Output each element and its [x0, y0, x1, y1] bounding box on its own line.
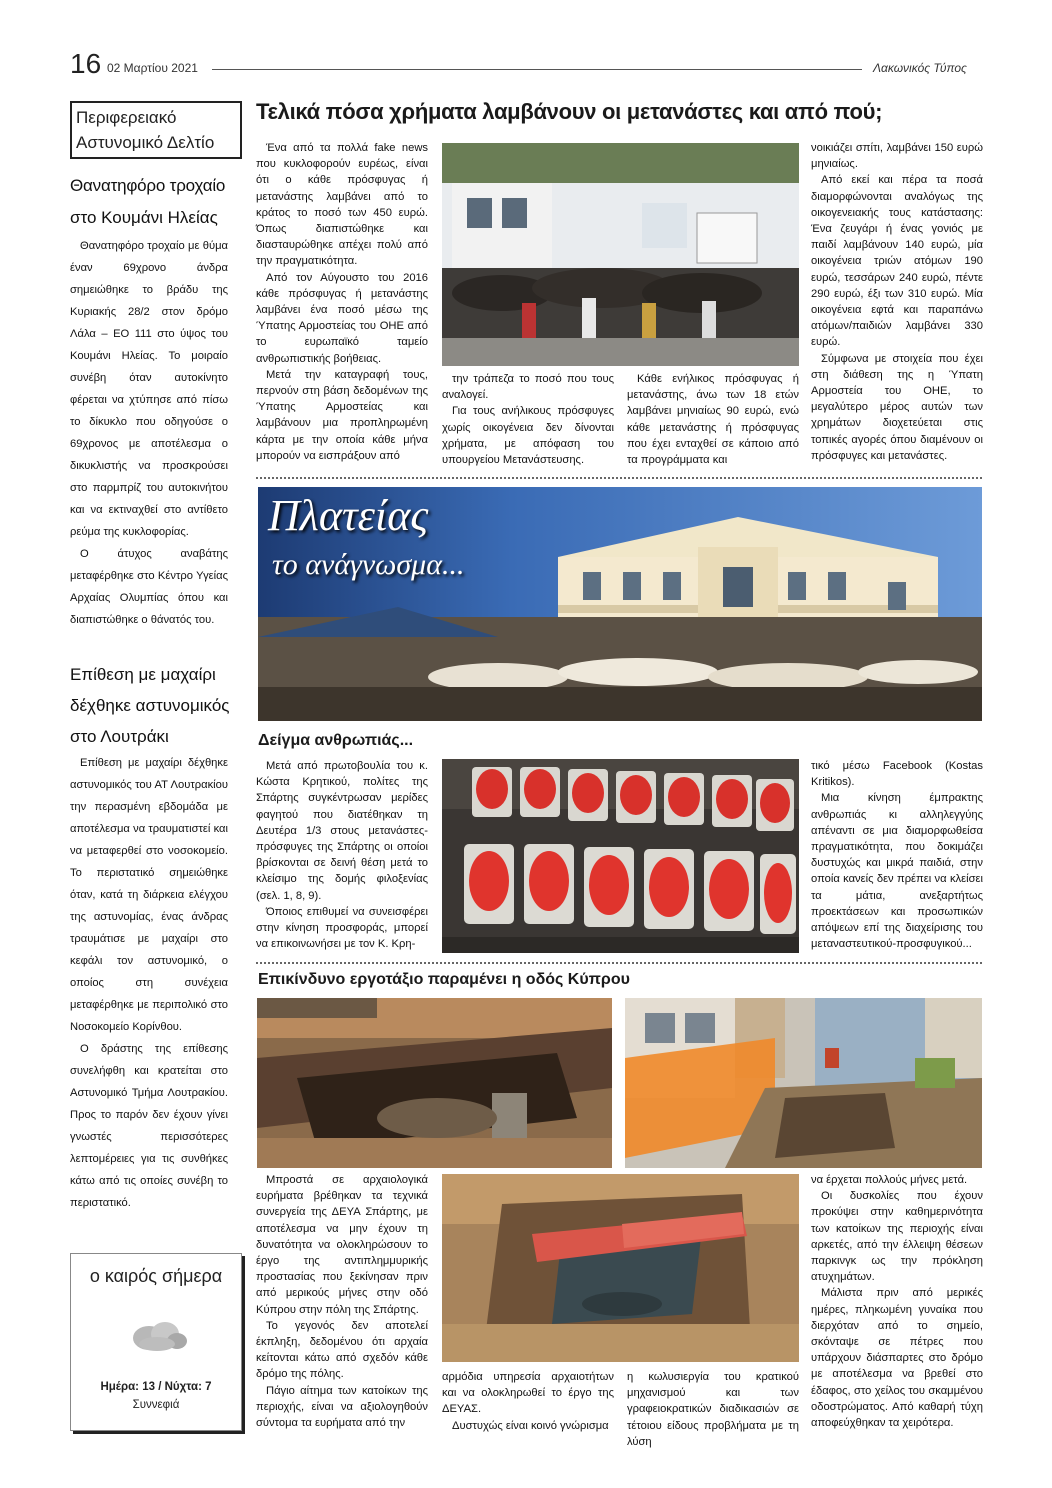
article3-col2	[442, 1369, 614, 1434]
article1-title: Τελικά πόσα χρήματα λαμβάνουν οι μετανάστες και από πού;	[256, 99, 883, 124]
section-divider	[256, 477, 982, 479]
article1-col3	[627, 371, 799, 468]
article2-paragraph: τικό μέσω Facebook (Kostas Kritikos).	[811, 760, 983, 789]
article1-paragraph: την τράπεζα το ποσό που τους αναλογεί.	[442, 373, 614, 402]
article3-paragraph: Το γεγονός δεν αποτελεί έκπληξη, δεδομένου ότι αρχαία κείτονται κάτω από σχεδόν κάθε δρόμο της πόλης.	[256, 1319, 428, 1381]
sidebar-title-line-2: Αστυνομικό Δελτίο	[76, 133, 215, 152]
cloud-icon	[127, 1314, 191, 1354]
article3-col3	[627, 1369, 799, 1450]
article3-col4	[811, 1172, 983, 1431]
article3-paragraph: η κωλυσιεργία του κρατικού μηχανισμού και των γραφειοκρατικών διαδικασιών σε τέτοιου είδους προβλήματα με τη λύση	[627, 1371, 799, 1448]
story2-paragraph: Ο δράστης της επίθεσης συνελήφθη και κρατείται στο Αστυνομικό Τμήμα Λουτρακίου. Προς το παρόν δεν έχουν γίνει γνωστές περισσότερες λεπτομέρειες για τις συνθήκες κάτω από τις οποίες συνέβη το περιστατικό.	[70, 1043, 228, 1209]
article1-paragraph: Κάθε ενήλικος πρόσφυγας ή μετανάστης, άνω των 18 ετών λαμβάνει μηνιαίως 90 ευρώ, ενώ κάθε μετανάστης ή πρόσφυγας που έχει ενταχθεί σε κάποιο από τα προγράμματα και	[627, 373, 799, 467]
pipe-trench-photo	[442, 1174, 799, 1362]
story2-paragraph: Επίθεση με μαχαίρι δέχθηκε αστυνομικός του ΑΤ Λουτρακίου την περασμένη εβδομάδα με αποτέλεσμα να τραυματιστεί και να μεταφερθεί στο νοσοκομείο. Το περιστατικό σημειώθηκε όταν, κατά τη διάρκεια ελέγχου της αστυνομίας, ένας άνδρας τραυμάτισε με μαχαίρι στο κεφάλι τον αστυνομικό, ο οποίος στη συνέχεια μεταφέρθηκε με περιπολικό στο Νοσοκομείο Κορίνθου.	[70, 757, 228, 1033]
article3-paragraph: Μπροστά σε αρχαιολογικά ευρήματα βρέθηκαν τα τεχνικά συνεργεία της ΔΕΥΑ Σπάρτης, με αποτέλεσμα να μην έχουν τη δυνατότητα να ολοκληρώσουν το έργο της αντιπλημμυρικής προστασίας που ξεκίνησαν πριν από μερικούς μήνες στην οδό Κύπρου στην πόλη της Σπάρτης.	[256, 1174, 428, 1316]
article1-paragraph: Ένα από τα πολλά fake news που κυκλοφορούν ευρέως, είναι ότι ο κάθε πρόσφυγας ή μετανάστης λαμβάνει από το κράτος το ποσό των 450 ευρώ. Όπως διαπιστώθηκε και διασταυρώθηκε απέχει πολύ από την πραγματικότητα.	[256, 142, 428, 268]
article2-paragraph: Μια κίνηση έμπρακτης ανθρωπιάς κι αλληλεγγύης απέναντι σε μια διαμορφωθείσα πραγματικότητα, που δοκιμάζει δυστυχώς και μικρά παιδιά, στην οποία κανείς δεν πρέπει να κλείσει τα μάτια, ανεξαρτήτως προεκτάσεων και προσωπικών απόψεων επί της διαχείρισης του μεταναστευτικού-προσφυγικού...	[811, 792, 983, 951]
migrants-crowd-photo	[442, 143, 799, 366]
article2-paragraph: Όποιος επιθυμεί να συνεισφέρει στην κίνηση προσφοράς, μπορεί να επικοινωνήσει με τον Κ. Κρη-	[256, 905, 428, 951]
section-divider	[256, 962, 982, 964]
banner-title-line-1: Πλατείας	[268, 491, 429, 540]
story1-title-line-1: Θανατηφόρο τροχαίο	[70, 176, 226, 195]
story1-paragraph: Θανατηφόρο τροχαίο με θύμα έναν 69χρονο άνδρα σημειώθηκε το βράδυ της Κυριακής 28/2 στον δρόμο Λάλα – ΕΟ 111 στο ύψος του Κουμάνι Ηλείας. Το μοιραίο συνέβη όταν αυτοκίνητο φέρεται να χτύπησε από πίσω το δίκυκλο που οδηγούσε ο 69χρονος με αποτέλεσμα ο δικυκλιστής να προσκρούσει στο παρμπρίζ του αυτοκινήτου και να εκτιναχθεί στο αντίθετο ρεύμα της κυκλοφορίας.	[70, 240, 228, 538]
article1-paragraph: Σύμφωνα με στοιχεία που έχει στη διάθεση της η Ύπατη Αρμοστεία του ΟΗΕ, το μεγαλύτερο μέρος αυτών των χρημάτων διοχετεύεται στις τοπικές αγορές όπου διαμένουν οι πρόσφυγες και μετανάστες.	[811, 352, 983, 462]
story2-title-line-2: δέχθηκε αστυνομικός	[70, 696, 230, 715]
issue-date: 02 Μαρτίου 2021	[107, 61, 198, 75]
article1-paragraph: Για τους ανήλικους πρόσφυγες χωρίς οικογένεια δεν δίνονται χρήματα, με απόφαση του υπουργείου Μετανάστευσης.	[442, 405, 614, 467]
article1-col4	[811, 140, 983, 464]
article2-col2	[811, 758, 983, 952]
article1-col1	[256, 140, 428, 464]
story1-title-line-2: στο Κουμάνι Ηλείας	[70, 208, 218, 227]
article2-paragraph: Μετά από πρωτοβουλία του κ. Κώστα Κρητικού, πολίτες της Σπάρτης συγκέντρωσαν μερίδες φαγητού που διατέθηκαν τη Δευτέρα 1/3 στους μετανάστες-πρόσφυγες της Σπάρτης οι οποίοι βρίσκονται σε δεινή θέση μετά το κλείσιμο της δομής φιλοξενίας (σελ. 1, 8, 9).	[256, 760, 428, 902]
article1-col2	[442, 371, 614, 468]
story2-body	[70, 752, 228, 1214]
excavation-photo-left	[257, 998, 612, 1168]
article3-paragraph: να έρχεται πολλούς μήνες μετά.	[811, 1174, 968, 1186]
weather-box	[70, 1253, 242, 1431]
publication-name: Λακωνικός Τύπος	[873, 61, 967, 75]
article3-paragraph: αρμόδια υπηρεσία αρχαιοτήτων και να ολοκληρωθεί το έργο της ΔΕΥΑΣ.	[442, 1371, 614, 1416]
story1-paragraph: Ο άτυχος αναβάτης μεταφέρθηκε στο Κέντρο Υγείας Αρχαίας Ολυμπίας όπου και διαπιστώθηκε ο θάνατός του.	[70, 548, 228, 626]
weather-title: ο καιρός σήμερα	[89, 1266, 223, 1286]
story2-title-line-3: στο Λουτράκι	[70, 727, 169, 746]
article1-paragraph: Μετά την καταγραφή τους, περνούν στη βάση δεδομένων της Ύπατης Αρμοστείας και λαμβάνουν μια προπληρωμένη κάρτα με την οποία κάθε μήνα μπορούν να εισπράξουν από	[256, 368, 428, 462]
story2-title-line-1: Επίθεση με μαχαίρι	[70, 665, 216, 684]
article3-paragraph: Μάλιστα πριν από μερικές ημέρες, πληκωμένη γυναίκα που διερχόταν από το σημείο, σκόνταψε σε πέτρες που υπάρχουν διάσπαρτες στο δρόμο με αποτέλεσμα να βρεθεί στο έδαφος, στο χείλος του σκαμμένου οδοστρώματος. Από καθαρή τύχη αποφεύχθηκαν τα χειρότερα.	[811, 1287, 983, 1430]
article3-paragraph: Οι δυσκολίες που έχουν προκύψει στην καθημερινότητα των κατοίκων της περιοχής είναι αρκετές, από την έλλειψη θέσεων παρκινγκ ως την πρόκληση ατυχημάτων.	[811, 1190, 983, 1284]
story1-body	[70, 235, 228, 631]
sidebar-title-line-1: Περιφερειακό	[76, 108, 177, 127]
article1-paragraph: Από εκεί και πέρα τα ποσά διαμορφώνονται αναλόγως της οικογενειακής τους κατάστασης: Ένα ζευγάρι ή ένας γονιός με παιδί λαμβάνουν 140 ευρώ, μία οικογένεια τριών ατόμων 190 ευρώ, τεσσάρων 240 ευρώ, πέντε 290 ευρώ, έξι των 310 ευρώ. Μία οικογένεια εφτά και παραπάνω ατόμων/παιδιών λαμβάνει 330 ευρώ.	[811, 174, 983, 349]
weather-condition: Συννεφιά	[132, 1399, 180, 1411]
header-rule	[212, 69, 862, 70]
weather-temps: Ημέρα: 13 / Νύχτα: 7	[100, 1381, 212, 1393]
article3-title: Επικίνδυνο εργοτάξιο παραμένει η οδός Κύπρου	[258, 971, 630, 988]
article2-col1	[256, 758, 428, 952]
excavation-photo-right	[625, 998, 982, 1168]
article3-paragraph: Πάγιο αίτημα των κατοίκων της περιοχής, είναι να αξιολογηθούν σύντομα τα ευρήματα από την	[256, 1384, 428, 1430]
article3-paragraph: Δυστυχώς είναι κοινό γνώρισμα	[452, 1419, 609, 1432]
article3-col1	[256, 1172, 428, 1431]
article2-title: Δείγμα ανθρωπιάς...	[258, 732, 414, 749]
page-number: 16	[70, 48, 102, 79]
article1-paragraph: Από τον Αύγουστο του 2016 κάθε πρόσφυγας ή μετανάστης λαμβάνει ένα ποσό μέσω της Ύπατης Αρμοστείας του ΟΗΕ από το ευρωπαϊκό ταμείο ανθρωπιστικής βοήθειας.	[256, 271, 428, 365]
food-portions-photo	[442, 759, 799, 953]
article1-paragraph: νοικιάζει σπίτι, λαμβάνει 150 ευρώ μηνιαίως.	[811, 142, 983, 171]
banner-title-line-2: το ανάγνωσμα...	[272, 548, 465, 581]
